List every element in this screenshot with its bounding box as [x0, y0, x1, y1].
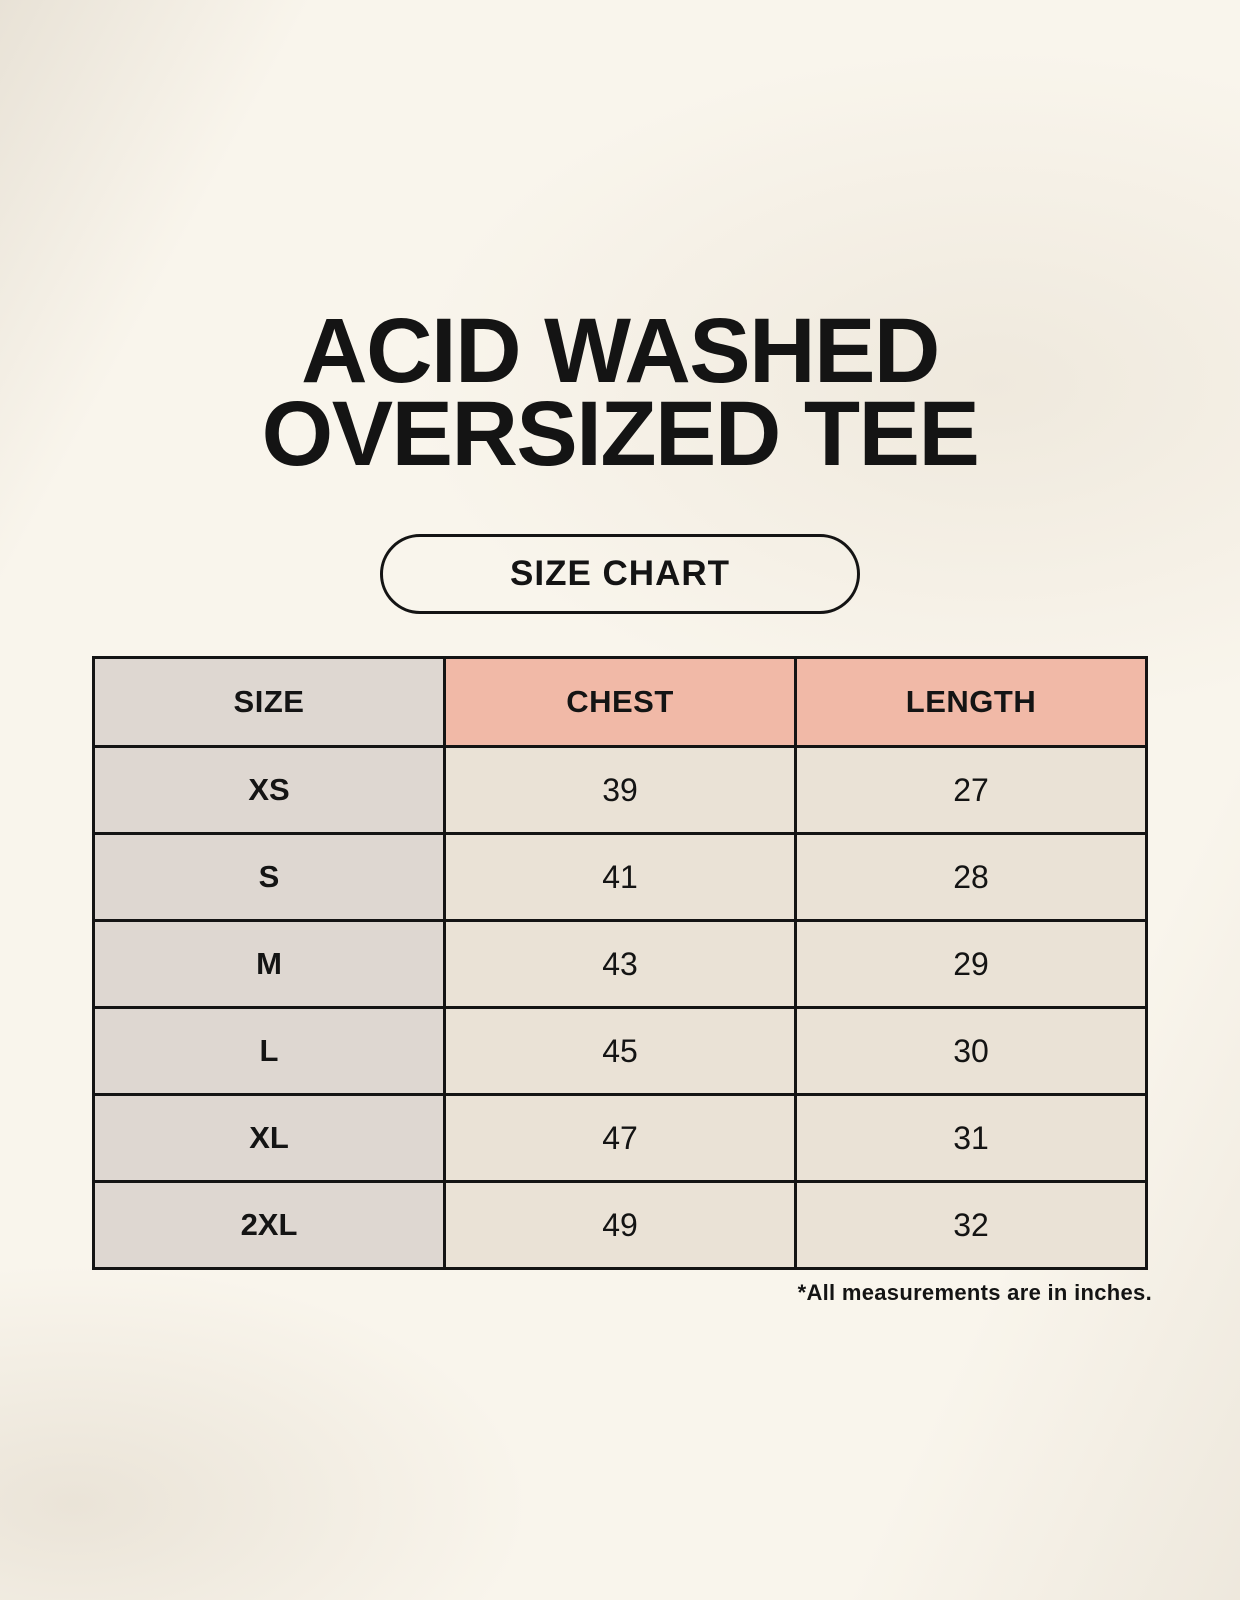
size-label: XL [94, 1095, 445, 1182]
size-label: XS [94, 747, 445, 834]
measurements-note: *All measurements are in inches. [797, 1280, 1152, 1305]
chest-value: 41 [445, 834, 796, 921]
chest-value: 47 [445, 1095, 796, 1182]
table-row [94, 1095, 1147, 1182]
size-label: 2XL [94, 1182, 445, 1269]
table-header-row [94, 658, 1147, 747]
product-title-line2: OVERSIZED TEE [261, 383, 979, 485]
length-value: 30 [796, 1008, 1147, 1095]
chest-value: 49 [445, 1182, 796, 1269]
length-value: 31 [796, 1095, 1147, 1182]
length-value: 32 [796, 1182, 1147, 1269]
size-label: L [94, 1008, 445, 1095]
table-row [94, 921, 1147, 1008]
table-row [94, 1008, 1147, 1095]
table-row [94, 834, 1147, 921]
column-header-chest: CHEST [445, 658, 796, 747]
size-label: S [94, 834, 445, 921]
table-row [94, 747, 1147, 834]
product-title [0, 0, 1240, 485]
column-header-size: SIZE [94, 658, 445, 747]
size-label: M [94, 921, 445, 1008]
length-value: 27 [796, 747, 1147, 834]
length-value: 28 [796, 834, 1147, 921]
size-chart-table [92, 656, 1148, 1270]
size-chart-button[interactable] [380, 534, 860, 614]
chest-value: 45 [445, 1008, 796, 1095]
table-row [94, 1182, 1147, 1269]
column-header-length: LENGTH [796, 658, 1147, 747]
length-value: 29 [796, 921, 1147, 1008]
product-title-line1: ACID WASHED [301, 300, 939, 402]
size-chart-button-label: SIZE CHART [510, 554, 730, 593]
chest-value: 43 [445, 921, 796, 1008]
chest-value: 39 [445, 747, 796, 834]
